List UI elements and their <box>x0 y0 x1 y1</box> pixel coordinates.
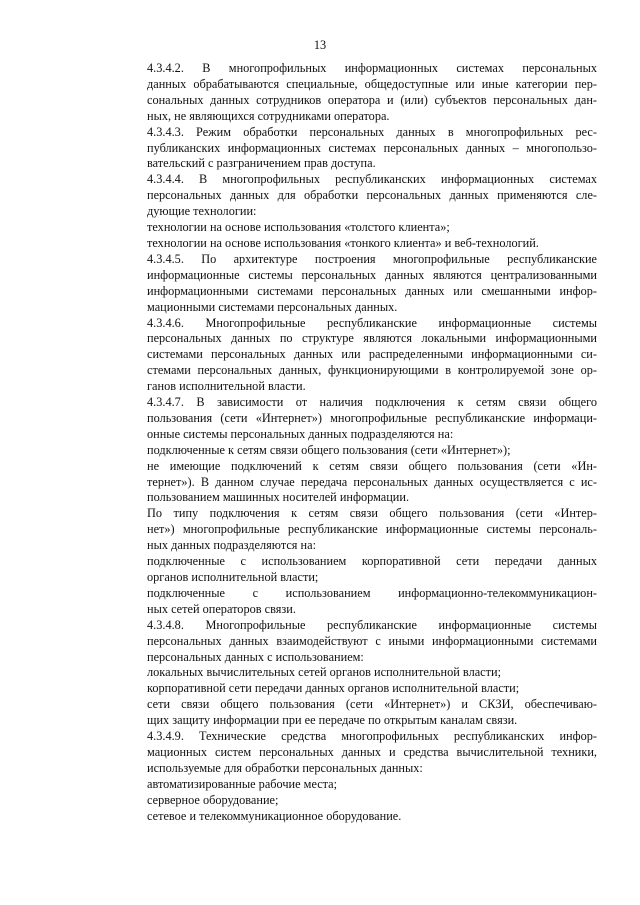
text-line: персональных данных по структуре являются локальными информационными <box>147 331 597 346</box>
text-line: персональных данных с использованием: <box>147 649 364 664</box>
paragraph <box>117 252 597 316</box>
text-line: онные системы персональных данных подразделяются на: <box>147 426 454 441</box>
text-line: тернет»). В данном случае передача персональных данных осуществляется с ис- <box>147 474 597 489</box>
text-line: системами персональных данных или распределенными информационными си- <box>147 347 597 362</box>
paragraph <box>117 443 597 459</box>
text-line: автоматизированные рабочие места; <box>147 776 338 791</box>
text-line: локальных вычислительных сетей органов исполнительной власти; <box>147 665 501 680</box>
text-line: По типу подключения к сетям связи общего пользования (сети «Интер- <box>147 506 597 521</box>
page-number: 13 <box>313 38 327 52</box>
text-line: пользования (сети «Интернет») многопрофильные республиканские информаци- <box>147 410 597 425</box>
text-line: 4.3.4.7. В зависимости от наличия подключения к сетям связи общего <box>147 395 597 410</box>
text-line: персональных данных взаимодействуют с иными информационными системами <box>147 633 597 648</box>
text-line: 4.3.4.9. Технические средства многопрофильных республиканских инфор- <box>147 729 597 744</box>
text-line: сональных данных сотрудников оператора и (или) субъектов персональных дан- <box>147 92 597 107</box>
text-line: сетевое и телекоммуникационное оборудование. <box>147 808 402 823</box>
text-line: публиканских информационных системах персональных данных – многопользо- <box>147 140 597 155</box>
text-line: 4.3.4.5. По архитектуре построения многопрофильные республиканские <box>147 251 597 266</box>
paragraph <box>117 665 597 681</box>
paragraph <box>117 220 597 236</box>
paragraph <box>117 777 597 793</box>
text-line: нет») многопрофильные республиканские информационные системы персональ- <box>147 522 597 537</box>
paragraph <box>117 809 597 825</box>
text-line: стемами персональных данных, функционирующими в контролируемой зоне ор- <box>147 363 597 378</box>
paragraph <box>117 681 597 697</box>
paragraph <box>117 61 597 125</box>
paragraph <box>117 316 597 396</box>
text-line: подключенные к сетям связи общего пользования (сети «Интернет»); <box>147 442 511 457</box>
paragraph <box>117 236 597 252</box>
text-line: 4.3.4.8. Многопрофильные республиканские информационные системы <box>147 617 597 632</box>
paragraph <box>117 459 597 507</box>
text-line: ных данных подразделяются на: <box>147 538 316 553</box>
text-line: подключенные с использованием корпоративной сети передачи данных <box>147 554 597 569</box>
paragraph <box>117 793 597 809</box>
text-line: ных сетей операторов связи. <box>147 601 296 616</box>
text-line: ганов исполнительной власти. <box>147 379 306 394</box>
paragraph <box>117 172 597 220</box>
document-body <box>117 61 597 825</box>
text-line: данных обрабатываются специальные, общедоступные или иные категории пер- <box>147 76 597 91</box>
paragraph <box>117 554 597 586</box>
text-line: мационными системами персональных данных. <box>147 299 398 314</box>
text-line: корпоративной сети передачи данных органов исполнительной власти; <box>147 681 520 696</box>
text-line: технологии на основе использования «толстого клиента»; <box>147 220 450 235</box>
text-line: 4.3.4.6. Многопрофильные республиканские информационные системы <box>147 315 597 330</box>
text-line: ных, не являющихся сотрудниками оператора. <box>147 108 390 123</box>
text-line: не имеющие подключений к сетям связи общего пользования (сети «Ин- <box>147 458 597 473</box>
text-line: информационные системы персональных данных являются централизованными <box>147 267 597 282</box>
text-line: подключенные с использованием информационно-телекоммуникацион- <box>147 585 597 600</box>
text-line: серверное оборудование; <box>147 792 279 807</box>
paragraph <box>117 618 597 666</box>
paragraph <box>117 125 597 173</box>
text-line: пользованием машинных носителей информации. <box>147 490 410 505</box>
paragraph <box>117 395 597 443</box>
text-line: технологии на основе использования «тонкого клиента» и веб-технологий. <box>147 235 539 250</box>
paragraph <box>117 506 597 554</box>
text-line: используемые для обработки персональных данных: <box>147 760 423 775</box>
text-line: мационных систем персональных данных и средства вычислительной техники, <box>147 744 597 759</box>
text-line: щих защиту информации при ее передаче по открытым каналам связи. <box>147 713 518 728</box>
text-line: персональных данных для обработки персональных данных применяются сле- <box>147 188 597 203</box>
text-line: 4.3.4.3. Режим обработки персональных данных в многопрофильных рес- <box>147 124 597 139</box>
text-line: информационными системами персональных данных или смешанными инфор- <box>147 283 597 298</box>
text-line: сети связи общего пользования (сети «Интернет») и СКЗИ, обеспечиваю- <box>147 697 597 712</box>
paragraph <box>117 729 597 777</box>
text-line: 4.3.4.2. В многопрофильных информационных системах персональных <box>147 61 597 75</box>
text-line: органов исполнительной власти; <box>147 570 319 584</box>
text-line: 4.3.4.4. В многопрофильных республиканских информационных системах <box>147 172 597 187</box>
paragraph <box>117 697 597 729</box>
text-line: вательский с разграничением прав доступа. <box>147 156 376 171</box>
paragraph <box>117 586 597 618</box>
text-line: дующие технологии: <box>147 204 257 219</box>
